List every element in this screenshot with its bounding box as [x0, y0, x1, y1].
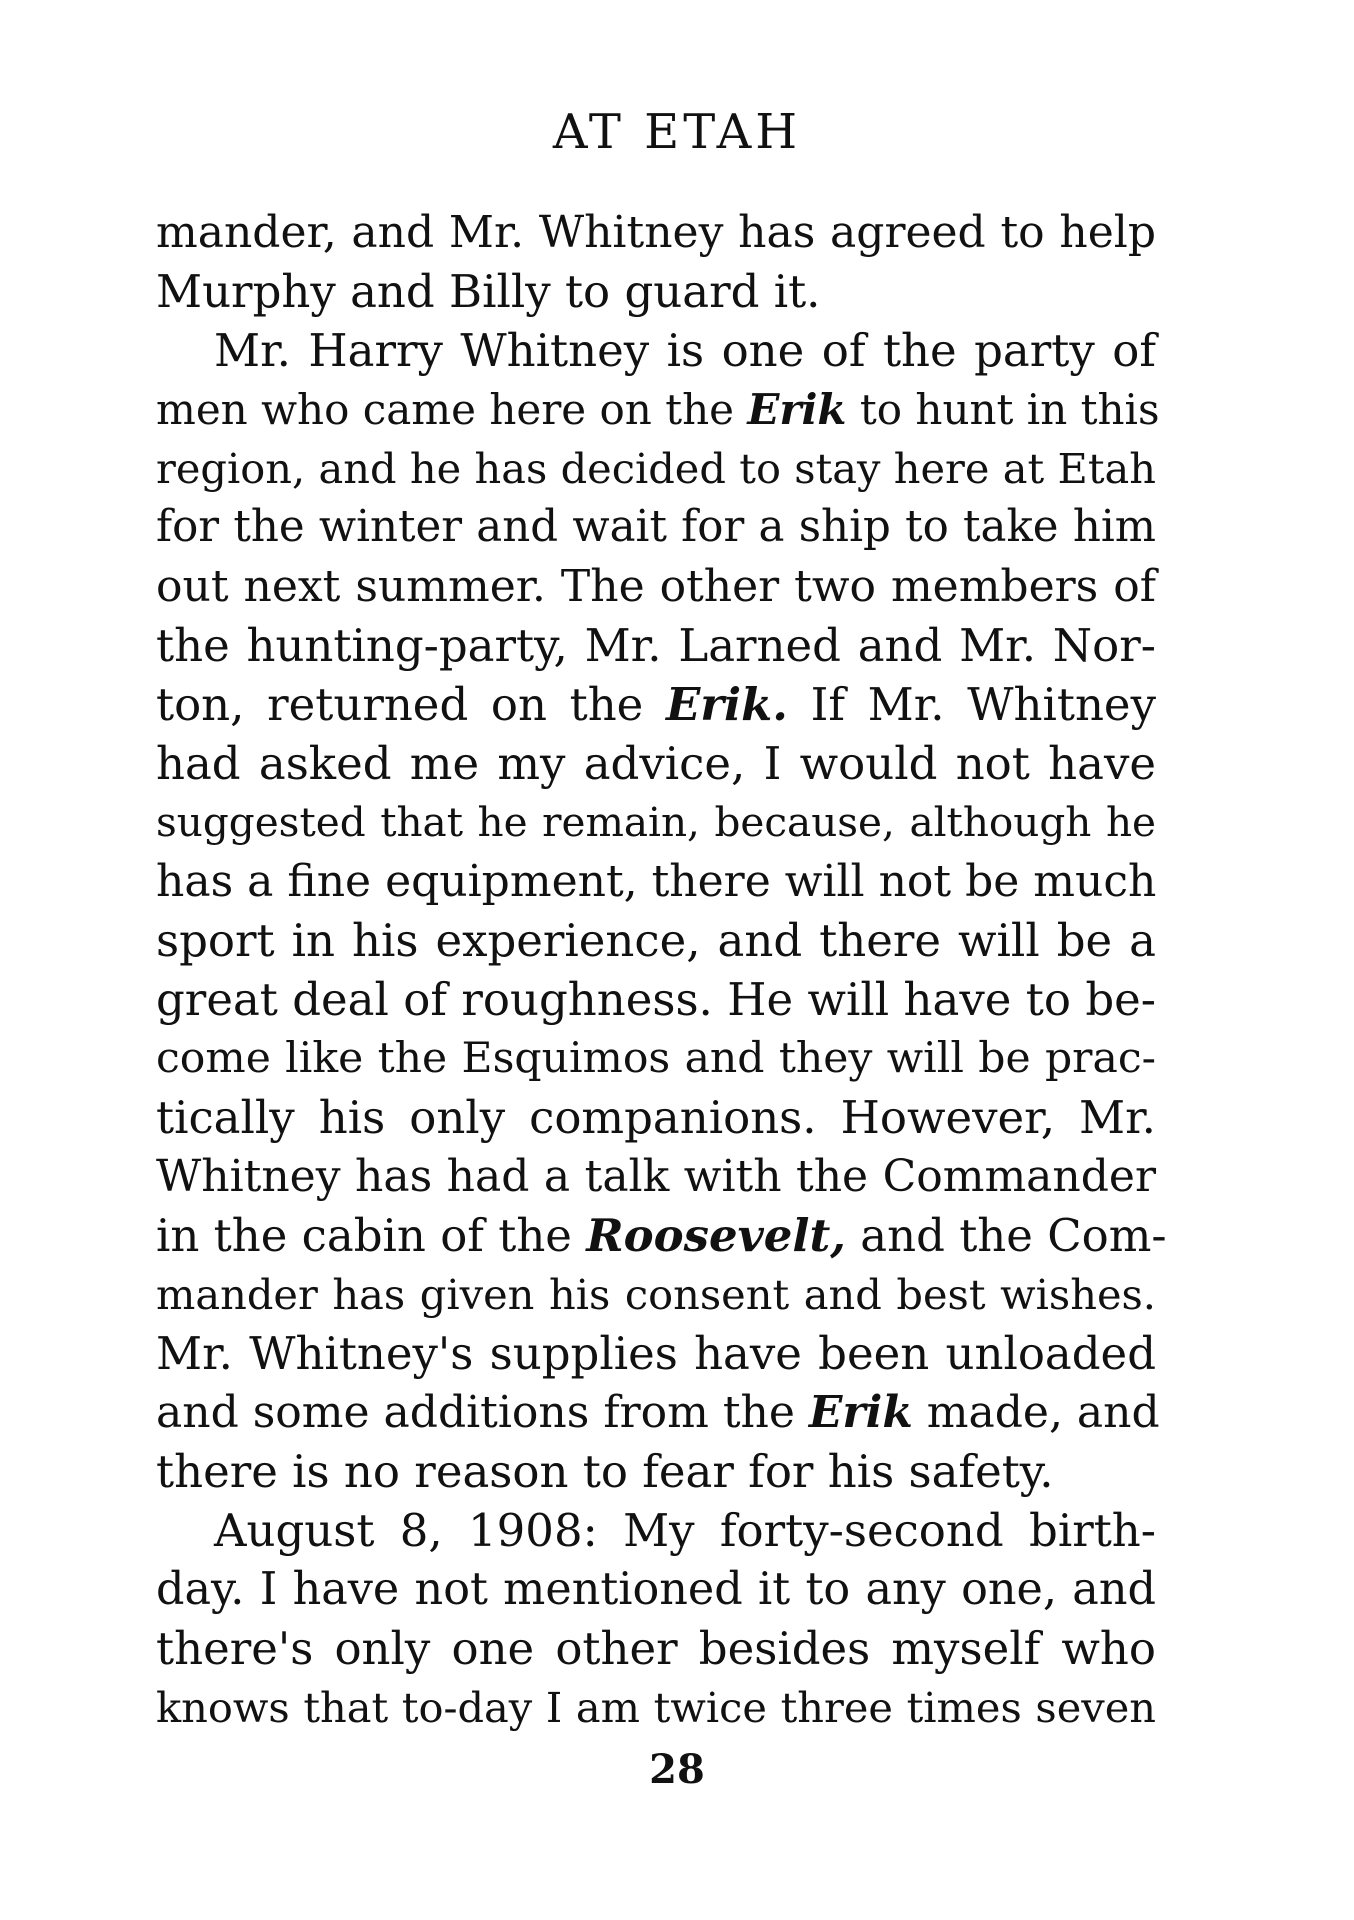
text-line-12: has a fine equipment, there will not be much [156, 856, 1157, 907]
text-line-23: August 8, 1908: My forty-second birth- [214, 1504, 1156, 1557]
ship-name-erik: Erik [808, 1387, 913, 1438]
body-text [156, 203, 1167, 1737]
text-line-15: come like the Esquimos and they will be prac- [156, 1034, 1156, 1083]
text-line-10: had asked me my advice, I would not have [156, 737, 1156, 790]
text-line-2: Murphy and Billy to guard it. [156, 265, 821, 318]
text-line-16: tically his only companions. However, Mr. [156, 1091, 1156, 1144]
ship-name-erik: Erik [747, 385, 847, 434]
text-line-24: day. I have not mentioned it to any one, and [156, 1564, 1156, 1615]
text-line-4: men who came here on the Erik to hunt in this [156, 385, 1160, 434]
ship-name-erik: Erik. [665, 678, 788, 731]
text-line-7: out next summer. The other two members of [156, 561, 1156, 612]
text-line-19: mander has given his consent and best wishes. [156, 1270, 1156, 1319]
text-line-8: the hunting-party, Mr. Larned and Mr. Nor- [156, 619, 1156, 672]
text-line-14: great deal of roughness. He will have to be- [156, 973, 1156, 1026]
text-line-5: region, and he has decided to stay here at Etah [156, 444, 1156, 493]
text-line-1: mander, and Mr. Whitney has agreed to help [156, 207, 1156, 258]
text-line-13: sport in his experience, and there will be a [156, 914, 1156, 967]
text-line-26: knows that to-day I am twice three times seven [156, 1683, 1156, 1732]
page-number: 28 [649, 1746, 705, 1793]
text-line-20: Mr. Whitney's supplies have been unloaded [156, 1327, 1156, 1380]
text-line-6: for the winter and wait for a ship to take him [156, 502, 1156, 552]
running-head: AT ETAH [552, 104, 802, 160]
text-line-3: Mr. Harry Whitney is one of the party of [214, 324, 1156, 377]
text-line-22: there is no reason to fear for his safety. [156, 1445, 1054, 1498]
text-line-11: suggested that he remain, because, although he [156, 798, 1156, 846]
text-line-25: there's only one other besides myself who [156, 1622, 1156, 1675]
text-line-9: ton, returned on the Erik. If Mr. Whitney [156, 678, 1156, 731]
text-line-17: Whitney has had a talk with the Commander [156, 1151, 1156, 1202]
text-line-18: in the cabin of the Roosevelt, and the Com- [156, 1209, 1167, 1262]
ship-name-roosevelt: Roosevelt, [586, 1209, 846, 1262]
text-line-21: and some additions from the Erik made, and [156, 1387, 1160, 1438]
